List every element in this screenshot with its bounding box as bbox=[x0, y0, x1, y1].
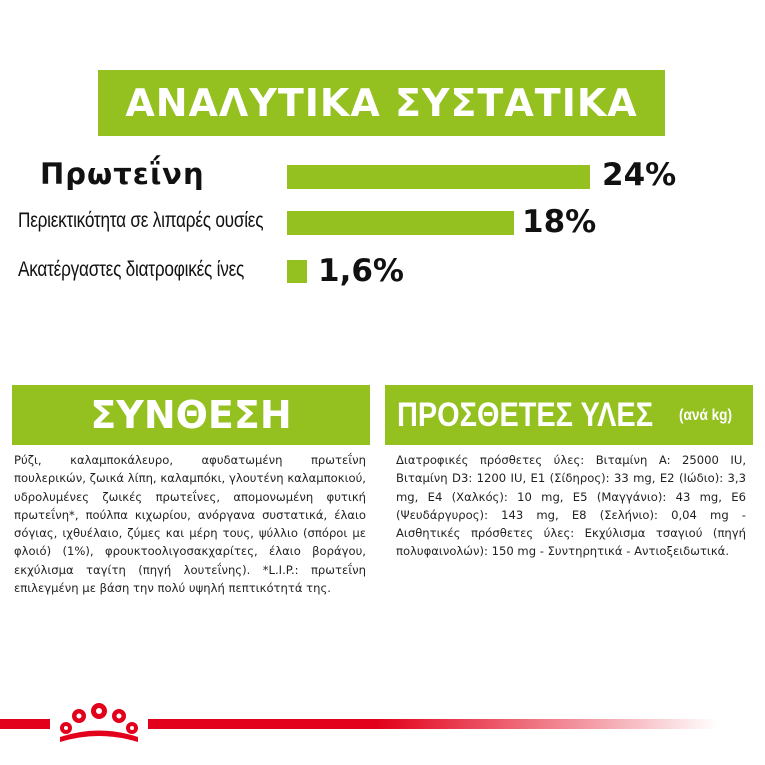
fibre-bar bbox=[287, 260, 307, 283]
additives-title: ΠΡΟΣΘΕΤΕΣ ΥΛΕΣ bbox=[397, 395, 654, 434]
analysis-title: ΑΝΑΛΥΤΙΚΑ ΣΥΣΤΑΤΙΚΑ bbox=[98, 70, 665, 136]
fibre-label: Ακατέργαστες διατροφικές ίνες bbox=[18, 258, 245, 281]
protein-value: 24% bbox=[602, 157, 677, 193]
additives-header bbox=[385, 385, 753, 445]
protein-bar bbox=[287, 165, 590, 189]
royal-canin-crown-icon bbox=[52, 696, 146, 746]
footer-line-right bbox=[148, 719, 718, 729]
additives-subtitle: (ανά kg) bbox=[679, 407, 732, 424]
fat-label: Περιεκτικότητα σε λιπαρές ουσίες bbox=[18, 209, 264, 232]
additives-text: Διατροφικές πρόσθετες ύλες: Βιταμίνη A: 25000 IU, Βιταμίνη D3: 1200 IU, E1 (Σίδηρος): 33 mg, E2 (Ιώδιο): 3,3 mg, E4 (Χαλκός): 10 mg, E5 (Μαγγάνιο): 43 mg, E6 (Ψευδάργυρος): 143 mg, E8 (Σελήνιο): 0,04 mg - Αισθητικές πρόσθετες ύλες: Εκχύλισμα τσαγιού (πηγή πολυφαινολών): 150 mg - Συντηρητικά - Αντιοξειδωτικά. bbox=[396, 453, 746, 559]
protein-label: Πρωτεΐνη bbox=[40, 157, 205, 191]
composition-title: ΣΥΝΘΕΣΗ bbox=[12, 385, 370, 445]
composition-text: Ρύζι, καλαμποκάλευρο, αφυδατωμένη πρωτεΐνη πουλερικών, ζωικά λίπη, καλαμπόκι, γλουτένη καλαμποκιού, υδρολυμένες ζωικές πρωτεΐνες, απομονωμένη φυτική πρωτεΐνη*, πούλπα κιχωρίου, ανόργανα συστατικά, έλαιο σόγιας, ιχθυέλαιο, ζύμες και μέρη τους, ψύλλιο (σπόροι με φλοιό) (1%), φρουκτοολιγοσακχαρίτες, έλαιο βοράγου, εκχύλισμα ταγίτη (πηγή λουτεΐνης). *L.I.P.: πρωτεΐνη επιλεγμένη με βάση την πολύ υψηλή πεπτικότητά της. bbox=[14, 453, 366, 596]
fibre-value: 1,6% bbox=[318, 253, 404, 289]
footer-line-left bbox=[0, 719, 50, 729]
fat-value: 18% bbox=[522, 204, 597, 240]
fat-bar bbox=[287, 211, 514, 235]
